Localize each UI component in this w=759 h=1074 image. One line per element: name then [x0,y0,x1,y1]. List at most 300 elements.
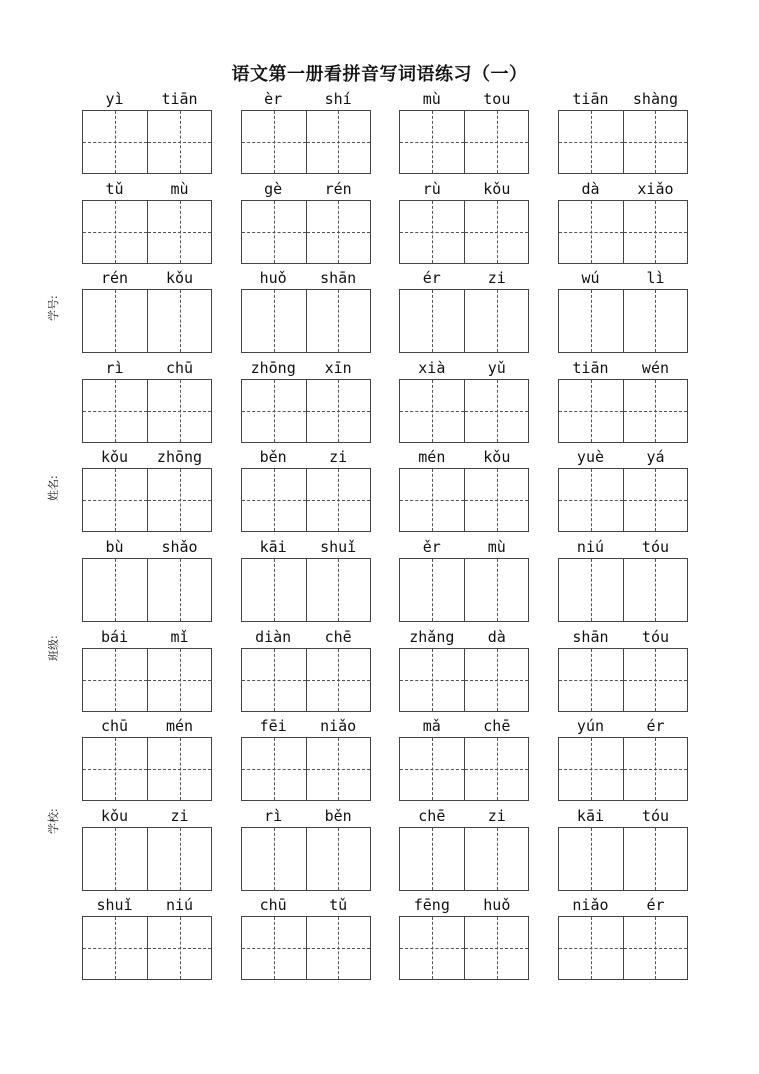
character-box[interactable] [306,380,370,442]
character-box[interactable] [242,469,306,531]
word-item [82,267,212,357]
guide-line-horizontal [148,232,211,233]
pinyin-syllable: rén [100,269,129,288]
character-box[interactable] [306,290,370,352]
pinyin-syllable: kǒu [483,179,511,198]
guide-line-horizontal [465,680,528,681]
guide-line-vertical [432,828,433,890]
pinyin-line [558,267,688,289]
pinyin-line [399,267,529,289]
exercise-row [82,357,688,447]
pinyin-syllable: tóu [641,627,670,646]
character-box[interactable] [464,290,528,352]
character-box[interactable] [306,559,370,621]
pinyin-syllable: huǒ [259,269,287,288]
pinyin-syllable: tǔ [329,896,348,915]
guide-line-vertical [338,559,339,621]
character-writing-boxes [558,916,688,980]
pinyin-syllable: ér [422,269,441,288]
guide-line-horizontal [83,948,147,949]
pinyin-syllable: kǒu [165,269,194,288]
guide-line-vertical [432,290,433,352]
pinyin-syllable: shǎo [161,537,198,556]
pinyin-line [399,805,529,827]
character-box[interactable] [400,290,464,352]
guide-line-horizontal [242,948,306,949]
pinyin-syllable: huǒ [483,896,511,915]
guide-line-vertical [655,828,656,890]
character-box[interactable] [147,738,211,800]
guide-line-vertical [274,828,275,890]
character-writing-boxes [82,827,212,891]
pinyin-syllable: chē [324,627,352,646]
character-box[interactable] [242,559,306,621]
character-box[interactable] [623,738,687,800]
character-box[interactable] [623,828,687,890]
guide-line-horizontal [148,500,211,501]
pinyin-syllable: bái [100,627,129,646]
guide-line-horizontal [465,769,528,770]
pinyin-line [82,357,212,379]
pinyin-syllable: rù [422,179,441,198]
pinyin-syllable: tiān [161,90,198,108]
word-item [399,536,529,626]
guide-line-vertical [655,290,656,352]
guide-line-horizontal [307,769,370,770]
word-item [82,178,212,268]
word-item [558,894,688,984]
pinyin-line [82,536,212,558]
pinyin-line [241,178,371,200]
character-writing-boxes [241,558,371,622]
character-box[interactable] [306,469,370,531]
character-box[interactable] [83,649,147,711]
character-box[interactable] [147,559,211,621]
character-box[interactable] [400,559,464,621]
guide-line-vertical [338,290,339,352]
guide-line-vertical [591,559,592,621]
character-box[interactable] [623,649,687,711]
word-item [241,178,371,268]
pinyin-line [399,446,529,468]
character-writing-boxes [558,468,688,532]
character-box[interactable] [464,111,528,173]
guide-line-vertical [115,559,116,621]
word-item [241,357,371,447]
character-writing-boxes [558,110,688,174]
pinyin-syllable: mén [165,717,194,736]
pinyin-syllable: shān [320,269,357,288]
character-writing-boxes [82,110,212,174]
guide-line-horizontal [624,142,687,143]
character-writing-boxes [241,648,371,712]
exercise-row [82,267,688,357]
word-item [399,178,529,268]
word-item [558,536,688,626]
pinyin-syllable: zhōng [250,358,296,377]
character-box[interactable] [306,649,370,711]
pinyin-syllable: chū [259,896,287,915]
character-box[interactable] [400,111,464,173]
character-box[interactable] [464,559,528,621]
guide-line-vertical [180,559,181,621]
character-box[interactable] [242,738,306,800]
guide-line-vertical [274,290,275,352]
character-box[interactable] [306,738,370,800]
character-box[interactable] [242,380,306,442]
character-box[interactable] [242,649,306,711]
character-box[interactable] [559,290,623,352]
guide-line-horizontal [559,142,623,143]
student-number-label: 学号: [47,295,60,321]
guide-line-vertical [180,828,181,890]
character-box[interactable] [242,828,306,890]
character-writing-boxes [241,379,371,443]
guide-line-horizontal [148,411,211,412]
character-box[interactable] [147,828,211,890]
word-item [241,626,371,716]
guide-line-horizontal [242,769,306,770]
character-box[interactable] [83,380,147,442]
guide-line-horizontal [400,142,464,143]
student-name-label: 姓名: [47,475,60,501]
character-box[interactable] [464,738,528,800]
word-item [82,626,212,716]
character-writing-boxes [82,200,212,264]
pinyin-line [558,88,688,110]
guide-line-horizontal [400,948,464,949]
word-item [399,267,529,357]
pinyin-syllable: shuǐ [96,896,133,915]
character-box[interactable] [147,469,211,531]
guide-line-horizontal [400,411,464,412]
guide-line-horizontal [307,411,370,412]
guide-line-horizontal [624,680,687,681]
character-box[interactable] [400,380,464,442]
guide-line-horizontal [307,680,370,681]
character-box[interactable] [559,917,623,979]
pinyin-syllable: tou [483,90,511,108]
character-box[interactable] [559,201,623,263]
character-box[interactable] [83,917,147,979]
pinyin-line [558,715,688,737]
guide-line-horizontal [400,500,464,501]
guide-line-horizontal [559,680,623,681]
pinyin-syllable: rì [264,806,283,825]
guide-line-horizontal [624,411,687,412]
word-item [399,446,529,536]
word-item [399,894,529,984]
pinyin-line [82,88,212,110]
word-item [82,88,212,178]
character-box[interactable] [464,469,528,531]
pinyin-syllable: rén [324,179,352,198]
guide-line-vertical [655,559,656,621]
pinyin-syllable: yǔ [487,358,506,377]
character-box[interactable] [83,559,147,621]
character-box[interactable] [242,201,306,263]
guide-line-vertical [115,290,116,352]
word-item [399,805,529,895]
character-writing-boxes [399,737,529,801]
word-item [558,805,688,895]
character-box[interactable] [464,380,528,442]
pinyin-syllable: zhōng [156,448,203,467]
word-item [241,88,371,178]
character-box[interactable] [83,469,147,531]
pinyin-line [241,626,371,648]
character-box[interactable] [623,469,687,531]
guide-line-horizontal [624,769,687,770]
pinyin-syllable: mù [170,179,189,198]
character-writing-boxes [241,827,371,891]
character-box[interactable] [400,917,464,979]
character-box[interactable] [623,559,687,621]
guide-line-horizontal [83,769,147,770]
character-writing-boxes [399,558,529,622]
character-box[interactable] [623,380,687,442]
pinyin-syllable: fēng [413,896,450,915]
pinyin-syllable: zi [170,806,189,825]
guide-line-horizontal [559,232,623,233]
guide-line-horizontal [559,948,623,949]
character-writing-boxes [558,379,688,443]
guide-line-horizontal [242,680,306,681]
guide-line-vertical [497,559,498,621]
word-item [558,88,688,178]
character-box[interactable] [147,649,211,711]
guide-line-horizontal [83,232,147,233]
guide-line-horizontal [624,500,687,501]
pinyin-syllable: mǐ [170,627,189,646]
character-writing-boxes [399,289,529,353]
pinyin-syllable: èr [264,90,283,108]
pinyin-syllable: xià [418,358,446,377]
guide-line-horizontal [83,142,147,143]
character-box[interactable] [306,111,370,173]
exercise-row [82,446,688,536]
guide-line-horizontal [465,142,528,143]
character-writing-boxes [241,200,371,264]
pinyin-syllable: bù [105,537,124,556]
guide-line-horizontal [307,142,370,143]
character-box[interactable] [623,201,687,263]
pinyin-syllable: zhǎng [409,627,455,646]
word-item [558,626,688,716]
pinyin-line [82,715,212,737]
pinyin-syllable: kāi [576,806,605,825]
guide-line-horizontal [242,411,306,412]
character-box[interactable] [400,649,464,711]
pinyin-syllable: niǎo [320,717,357,736]
exercise-row [82,894,688,984]
character-box[interactable] [559,469,623,531]
character-box[interactable] [147,380,211,442]
pinyin-line [399,536,529,558]
character-box[interactable] [400,201,464,263]
guide-line-horizontal [400,769,464,770]
pinyin-syllable: niǎo [572,896,609,915]
character-box[interactable] [559,649,623,711]
character-box[interactable] [400,469,464,531]
pinyin-line [399,88,529,110]
pinyin-syllable: diàn [255,627,292,646]
pinyin-line [399,178,529,200]
character-box[interactable] [242,290,306,352]
pinyin-line [241,894,371,916]
pinyin-line [399,894,529,916]
character-box[interactable] [147,290,211,352]
pinyin-line [241,805,371,827]
exercise-grid [82,88,688,984]
character-box[interactable] [83,738,147,800]
pinyin-syllable: tóu [641,806,670,825]
pinyin-line [241,267,371,289]
school-label: 学校: [47,808,60,834]
guide-line-horizontal [400,232,464,233]
character-writing-boxes [82,558,212,622]
guide-line-vertical [497,828,498,890]
character-box[interactable] [242,917,306,979]
character-box[interactable] [464,201,528,263]
pinyin-syllable: shàng [632,90,679,108]
guide-line-vertical [497,290,498,352]
pinyin-line [399,715,529,737]
pinyin-syllable: mén [418,448,446,467]
word-item [82,805,212,895]
character-box[interactable] [559,111,623,173]
character-box[interactable] [623,290,687,352]
pinyin-syllable: wú [581,269,600,288]
word-item [558,715,688,805]
pinyin-syllable: mǎ [422,717,441,736]
character-box[interactable] [464,649,528,711]
character-box[interactable] [83,290,147,352]
exercise-row [82,536,688,626]
guide-line-horizontal [242,500,306,501]
character-writing-boxes [558,648,688,712]
character-box[interactable] [559,828,623,890]
character-box[interactable] [464,917,528,979]
character-writing-boxes [82,648,212,712]
word-item [241,446,371,536]
word-item [558,178,688,268]
pinyin-syllable: zi [487,269,506,288]
pinyin-syllable: gè [264,179,283,198]
exercise-row [82,715,688,805]
word-item [82,357,212,447]
guide-line-horizontal [148,142,211,143]
pinyin-syllable: ér [646,896,665,915]
word-item [82,446,212,536]
guide-line-horizontal [559,411,623,412]
word-item [82,536,212,626]
character-box[interactable] [306,201,370,263]
guide-line-horizontal [83,411,147,412]
guide-line-horizontal [559,769,623,770]
pinyin-syllable: lì [646,269,665,288]
pinyin-syllable: běn [259,448,287,467]
character-box[interactable] [306,917,370,979]
character-box[interactable] [147,201,211,263]
pinyin-syllable: tǔ [105,179,124,198]
guide-line-vertical [338,828,339,890]
character-box[interactable] [147,111,211,173]
pinyin-syllable: niú [576,537,605,556]
character-writing-boxes [82,379,212,443]
word-item [399,715,529,805]
word-item [558,267,688,357]
character-writing-boxes [82,468,212,532]
pinyin-syllable: niú [165,896,194,915]
pinyin-syllable: ěr [422,537,441,556]
word-item [558,446,688,536]
character-box[interactable] [83,828,147,890]
character-box[interactable] [559,380,623,442]
exercise-row [82,88,688,178]
character-writing-boxes [241,289,371,353]
pinyin-syllable: dà [581,179,600,198]
pinyin-syllable: mù [487,537,506,556]
character-writing-boxes [82,916,212,980]
pinyin-syllable: wén [641,358,670,377]
pinyin-line [558,626,688,648]
guide-line-vertical [591,828,592,890]
pinyin-syllable: chū [100,717,129,736]
character-box[interactable] [464,828,528,890]
pinyin-line [558,178,688,200]
pinyin-syllable: yá [646,448,665,467]
pinyin-syllable: chē [418,806,446,825]
pinyin-syllable: běn [324,806,352,825]
guide-line-horizontal [242,142,306,143]
pinyin-line [241,88,371,110]
pinyin-syllable: dà [487,627,506,646]
character-box[interactable] [559,738,623,800]
character-box[interactable] [400,828,464,890]
pinyin-syllable: shuǐ [320,537,357,556]
character-writing-boxes [399,827,529,891]
word-item [241,894,371,984]
character-box[interactable] [623,111,687,173]
character-box[interactable] [306,828,370,890]
character-writing-boxes [558,289,688,353]
character-writing-boxes [241,468,371,532]
character-writing-boxes [82,737,212,801]
character-box[interactable] [83,111,147,173]
pinyin-line [558,357,688,379]
character-box[interactable] [559,559,623,621]
pinyin-syllable: ér [646,717,665,736]
word-item [399,357,529,447]
pinyin-line [82,805,212,827]
character-writing-boxes [241,737,371,801]
pinyin-line [241,715,371,737]
word-item [241,715,371,805]
pinyin-line [82,446,212,468]
pinyin-syllable: shí [324,90,352,108]
guide-line-horizontal [624,232,687,233]
character-writing-boxes [558,737,688,801]
guide-line-horizontal [307,232,370,233]
character-box[interactable] [623,917,687,979]
character-box[interactable] [400,738,464,800]
guide-line-horizontal [307,500,370,501]
pinyin-syllable: yì [105,90,124,108]
character-box[interactable] [242,111,306,173]
character-box[interactable] [147,917,211,979]
character-box[interactable] [83,201,147,263]
